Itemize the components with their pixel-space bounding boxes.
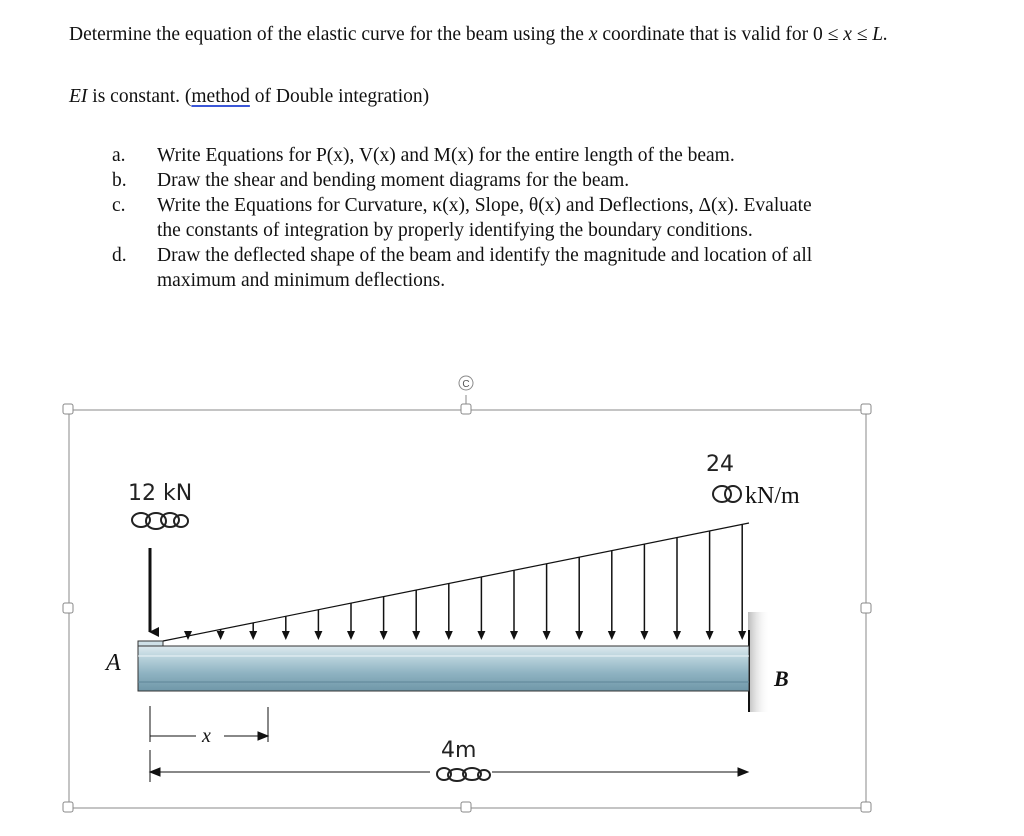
resize-handle-w: [63, 603, 73, 613]
load-arrow-head: [640, 631, 648, 640]
scribble-length: [437, 768, 490, 781]
question-text-prefix: Determine the equation of the elastic curve for the beam using the: [69, 24, 589, 45]
point-load-label: 12 kN: [128, 481, 193, 506]
load-arrow-head: [445, 631, 453, 640]
load-arrow-head: [608, 631, 616, 640]
scribble-point-load: [132, 513, 188, 529]
question-text-mid: coordinate that is valid for 0: [597, 24, 828, 45]
dist-load-value: 24: [706, 452, 734, 477]
x-dimension-label: x: [202, 725, 211, 747]
method-word[interactable]: method: [191, 86, 250, 107]
list-item: [112, 193, 832, 243]
load-arrow-head: [282, 631, 290, 640]
task-list: [112, 143, 832, 293]
load-arrow-head: [477, 631, 485, 640]
load-arrow-head: [412, 631, 420, 640]
list-item: [112, 243, 832, 293]
load-plate: [138, 641, 163, 646]
load-arrow-head: [738, 631, 746, 640]
list-marker: a.: [112, 145, 126, 166]
ei-symbol: EI: [69, 86, 88, 107]
resize-handle-n: [461, 404, 471, 414]
load-arrow-head: [217, 631, 225, 640]
rotate-handle[interactable]: [459, 376, 473, 390]
question-line2-a: is constant. (: [87, 86, 192, 107]
load-arrow-head: [543, 631, 551, 640]
load-arrow-head: [314, 631, 322, 640]
list-marker: d.: [112, 245, 127, 266]
question-inequality: ≤ x ≤ L.: [827, 24, 889, 45]
scribble-dist-load: [713, 486, 741, 502]
list-marker: c.: [112, 195, 126, 216]
list-item-text: Write the Equations for Curvature, κ(x), Slope, θ(x) and Deflections, Δ(x). Evaluate the constants of integration by properly identifying the boundary conditions.: [157, 195, 812, 241]
load-arrow-head: [510, 631, 518, 640]
list-item-text: Write Equations for P(x), V(x) and M(x) for the entire length of the beam.: [157, 145, 735, 166]
label-a: A: [106, 650, 121, 676]
resize-handle-nw: [63, 404, 73, 414]
wall-shading: [748, 612, 770, 712]
length-label: 4m: [441, 738, 477, 763]
list-item-text: Draw the deflected shape of the beam and identify the magnitude and location of all maximum and minimum deflections.: [157, 245, 813, 291]
resize-handle-e: [861, 603, 871, 613]
question-line2-b: of Double integration): [249, 86, 430, 107]
list-item: [112, 143, 832, 168]
question-line-2: [69, 86, 429, 108]
resize-handle-sw: [63, 802, 73, 812]
list-item-text: Draw the shear and bending moment diagrams for the beam.: [157, 170, 630, 191]
list-item: [112, 168, 832, 193]
beam-figure[interactable]: [0, 360, 1024, 836]
label-b: B: [774, 666, 789, 691]
question-variable-x: x: [588, 24, 598, 45]
load-arrow-head: [380, 631, 388, 640]
question-line-1: [69, 24, 888, 46]
distributed-load: [163, 523, 749, 641]
load-arrow-head: [347, 631, 355, 640]
rotate-handle-icon: C: [462, 379, 470, 390]
load-arrow-head: [575, 631, 583, 640]
load-arrow-head: [706, 631, 714, 640]
beam: [138, 641, 749, 691]
resize-handle-se: [861, 802, 871, 812]
load-arrow-head: [249, 631, 257, 640]
dist-load-unit: kN/m: [745, 483, 800, 509]
list-marker: b.: [112, 170, 127, 191]
resize-handle-s: [461, 802, 471, 812]
resize-handle-ne: [861, 404, 871, 414]
load-arrow-head: [673, 631, 681, 640]
